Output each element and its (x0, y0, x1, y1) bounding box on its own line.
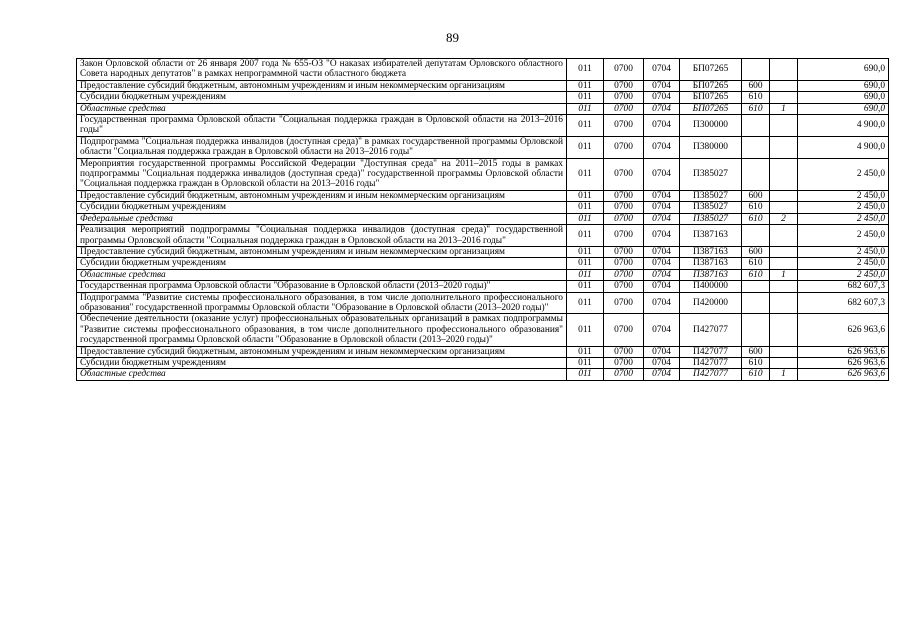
row-name: Субсидии бюджетным учреждениям (77, 357, 567, 368)
expense-type-code: 600 (742, 346, 770, 357)
table-row (77, 346, 889, 357)
funding-source-code: 2 (770, 213, 798, 224)
amount: 626 963,6 (798, 346, 889, 357)
amount: 2 450,0 (798, 202, 889, 213)
section-code: 0700 (604, 258, 644, 269)
ministry-code: 011 (567, 213, 604, 224)
amount: 690,0 (798, 92, 889, 103)
amount: 2 450,0 (798, 269, 889, 280)
funding-source-code (770, 246, 798, 257)
table-row (77, 158, 889, 190)
target-article-code: П385027 (680, 213, 742, 224)
section-code: 0700 (604, 80, 644, 91)
funding-source-code: 1 (770, 369, 798, 380)
section-code: 0700 (604, 246, 644, 257)
subsection-code: 0704 (644, 314, 680, 346)
target-article-code: П427077 (680, 314, 742, 346)
target-article-code: П427077 (680, 369, 742, 380)
expense-type-code: 610 (742, 258, 770, 269)
target-article-code: П385027 (680, 158, 742, 190)
section-code: 0700 (604, 281, 644, 292)
row-name: Реализация мероприятий подпрограммы "Социальная поддержка инвалидов (доступная среда)" государственной программы Орловской области "Социальная поддержка граждан в Орловской области на 2013–2016 годы" (77, 225, 567, 247)
target-article-code: П427077 (680, 346, 742, 357)
ministry-code: 011 (567, 103, 604, 114)
expense-type-code: 610 (742, 369, 770, 380)
expense-type-code (742, 158, 770, 190)
expense-type-code: 610 (742, 92, 770, 103)
ministry-code: 011 (567, 346, 604, 357)
target-article-code: П385027 (680, 190, 742, 201)
target-article-code: П420000 (680, 292, 742, 314)
section-code: 0700 (604, 225, 644, 247)
target-article-code: П387163 (680, 258, 742, 269)
expense-type-code (742, 59, 770, 81)
subsection-code: 0704 (644, 225, 680, 247)
table-row (77, 80, 889, 91)
funding-source-code (770, 92, 798, 103)
amount: 2 450,0 (798, 190, 889, 201)
row-name: Государственная программа Орловской области "Образование в Орловской области (2013–2020 годы)" (77, 281, 567, 292)
row-name: Подпрограмма "Развитие системы профессионального образования, в том числе дополнительного профессионального образования" государственной программы Орловской области "Образование в Орловской области (2013–2020 годы)" (77, 292, 567, 314)
expense-type-code (742, 225, 770, 247)
subsection-code: 0704 (644, 292, 680, 314)
amount: 2 450,0 (798, 258, 889, 269)
ministry-code: 011 (567, 59, 604, 81)
row-name: Мероприятия государственной программы Российской Федерации "Доступная среда" на 2011–2015 годы в рамках подпрограммы "Социальная поддержка инвалидов (доступная среда)" государственной программы Орловской области "Социальная поддержка граждан в Орловской области на 2013–2016 годы" (77, 158, 567, 190)
ministry-code: 011 (567, 202, 604, 213)
subsection-code: 0704 (644, 115, 680, 137)
table-row (77, 103, 889, 114)
subsection-code: 0704 (644, 246, 680, 257)
target-article-code: БП07265 (680, 103, 742, 114)
funding-source-code (770, 59, 798, 81)
section-code: 0700 (604, 213, 644, 224)
subsection-code: 0704 (644, 258, 680, 269)
expense-type-code: 610 (742, 213, 770, 224)
row-name: Субсидии бюджетным учреждениям (77, 258, 567, 269)
expense-type-code: 610 (742, 269, 770, 280)
subsection-code: 0704 (644, 357, 680, 368)
row-name: Областные средства (77, 269, 567, 280)
subsection-code: 0704 (644, 346, 680, 357)
target-article-code: П400000 (680, 281, 742, 292)
row-name: Предоставление субсидий бюджетным, автономным учреждениям и иным некоммерческим организациям (77, 346, 567, 357)
ministry-code: 011 (567, 357, 604, 368)
table-row (77, 190, 889, 201)
subsection-code: 0704 (644, 213, 680, 224)
ministry-code: 011 (567, 281, 604, 292)
amount: 2 450,0 (798, 225, 889, 247)
subsection-code: 0704 (644, 80, 680, 91)
funding-source-code (770, 225, 798, 247)
row-name: Областные средства (77, 103, 567, 114)
table-row (77, 59, 889, 81)
funding-source-code (770, 158, 798, 190)
amount: 682 607,3 (798, 292, 889, 314)
amount: 2 450,0 (798, 246, 889, 257)
subsection-code: 0704 (644, 103, 680, 114)
target-article-code: БП07265 (680, 80, 742, 91)
target-article-code: П385027 (680, 202, 742, 213)
target-article-code: П387163 (680, 225, 742, 247)
funding-source-code (770, 346, 798, 357)
section-code: 0700 (604, 59, 644, 81)
section-code: 0700 (604, 202, 644, 213)
row-name: Предоставление субсидий бюджетным, автономным учреждениям и иным некоммерческим организациям (77, 190, 567, 201)
table-row (77, 213, 889, 224)
amount: 690,0 (798, 80, 889, 91)
target-article-code: П387163 (680, 269, 742, 280)
section-code: 0700 (604, 269, 644, 280)
subsection-code: 0704 (644, 369, 680, 380)
target-article-code: БП07265 (680, 59, 742, 81)
subsection-code: 0704 (644, 136, 680, 158)
row-name: Закон Орловской области от 26 января 2007 года № 655-ОЗ "О наказах избирателей депутатам Орловского областного Совета народных депутатов" в рамках непрограммной части областного бюджета (77, 59, 567, 81)
section-code: 0700 (604, 292, 644, 314)
funding-source-code: 1 (770, 269, 798, 280)
row-name: Федеральные средства (77, 213, 567, 224)
target-article-code: П427077 (680, 357, 742, 368)
subsection-code: 0704 (644, 281, 680, 292)
expense-type-code (742, 136, 770, 158)
section-code: 0700 (604, 103, 644, 114)
section-code: 0700 (604, 92, 644, 103)
amount: 626 963,6 (798, 357, 889, 368)
expense-type-code: 600 (742, 246, 770, 257)
section-code: 0700 (604, 190, 644, 201)
table-row (77, 92, 889, 103)
target-article-code: П387163 (680, 246, 742, 257)
ministry-code: 011 (567, 136, 604, 158)
row-name: Государственная программа Орловской области "Социальная поддержка граждан в Орловской области на 2013–2016 годы" (77, 115, 567, 137)
row-name: Субсидии бюджетным учреждениям (77, 202, 567, 213)
funding-source-code (770, 281, 798, 292)
ministry-code: 011 (567, 314, 604, 346)
row-name: Предоставление субсидий бюджетным, автономным учреждениям и иным некоммерческим организациям (77, 80, 567, 91)
amount: 682 607,3 (798, 281, 889, 292)
expense-type-code (742, 314, 770, 346)
amount: 2 450,0 (798, 158, 889, 190)
section-code: 0700 (604, 357, 644, 368)
target-article-code: БП07265 (680, 92, 742, 103)
amount: 626 963,6 (798, 314, 889, 346)
expense-type-code (742, 115, 770, 137)
section-code: 0700 (604, 158, 644, 190)
table-row (77, 115, 889, 137)
page-number: 89 (446, 30, 459, 45)
ministry-code: 011 (567, 115, 604, 137)
ministry-code: 011 (567, 158, 604, 190)
table-row (77, 314, 889, 346)
amount: 4 900,0 (798, 115, 889, 137)
funding-source-code (770, 80, 798, 91)
table-row (77, 136, 889, 158)
row-name: Областные средства (77, 369, 567, 380)
table-row (77, 246, 889, 257)
section-code: 0700 (604, 346, 644, 357)
row-name: Субсидии бюджетным учреждениям (77, 92, 567, 103)
section-code: 0700 (604, 369, 644, 380)
table-row (77, 269, 889, 280)
table-row (77, 292, 889, 314)
row-name: Подпрограмма "Социальная поддержка инвалидов (доступная среда)" в рамках государственной программы Орловской области "Социальная поддержка граждан в Орловской области на 2013–2016 годы" (77, 136, 567, 158)
subsection-code: 0704 (644, 202, 680, 213)
amount: 690,0 (798, 59, 889, 81)
expense-type-code: 610 (742, 202, 770, 213)
ministry-code: 011 (567, 190, 604, 201)
table-row (77, 281, 889, 292)
funding-source-code (770, 136, 798, 158)
ministry-code: 011 (567, 92, 604, 103)
budget-table (76, 58, 889, 381)
ministry-code: 011 (567, 292, 604, 314)
ministry-code: 011 (567, 80, 604, 91)
table-row (77, 258, 889, 269)
target-article-code: П380000 (680, 136, 742, 158)
table-row (77, 369, 889, 380)
expense-type-code (742, 292, 770, 314)
amount: 626 963,6 (798, 369, 889, 380)
funding-source-code (770, 314, 798, 346)
funding-source-code (770, 202, 798, 213)
subsection-code: 0704 (644, 92, 680, 103)
amount: 690,0 (798, 103, 889, 114)
subsection-code: 0704 (644, 269, 680, 280)
ministry-code: 011 (567, 225, 604, 247)
row-name: Предоставление субсидий бюджетным, автономным учреждениям и иным некоммерческим организациям (77, 246, 567, 257)
funding-source-code: 1 (770, 103, 798, 114)
amount: 2 450,0 (798, 213, 889, 224)
section-code: 0700 (604, 115, 644, 137)
expense-type-code: 610 (742, 357, 770, 368)
row-name: Обеспечение деятельности (оказание услуг) профессиональных образовательных организаций в рамках подпрограммы "Развитие системы профессионального образования, в том числе дополнительного профессионального образования" государственной программы Орловской области "Образование в Орловской области (2013–2020 годы)" (77, 314, 567, 346)
expense-type-code: 600 (742, 190, 770, 201)
ministry-code: 011 (567, 269, 604, 280)
target-article-code: П300000 (680, 115, 742, 137)
subsection-code: 0704 (644, 158, 680, 190)
expense-type-code (742, 281, 770, 292)
table-row (77, 225, 889, 247)
section-code: 0700 (604, 136, 644, 158)
subsection-code: 0704 (644, 190, 680, 201)
funding-source-code (770, 357, 798, 368)
table-row (77, 357, 889, 368)
ministry-code: 011 (567, 369, 604, 380)
ministry-code: 011 (567, 246, 604, 257)
expense-type-code: 600 (742, 80, 770, 91)
funding-source-code (770, 292, 798, 314)
funding-source-code (770, 190, 798, 201)
section-code: 0700 (604, 314, 644, 346)
funding-source-code (770, 258, 798, 269)
table-row (77, 202, 889, 213)
amount: 4 900,0 (798, 136, 889, 158)
subsection-code: 0704 (644, 59, 680, 81)
funding-source-code (770, 115, 798, 137)
expense-type-code: 610 (742, 103, 770, 114)
ministry-code: 011 (567, 258, 604, 269)
